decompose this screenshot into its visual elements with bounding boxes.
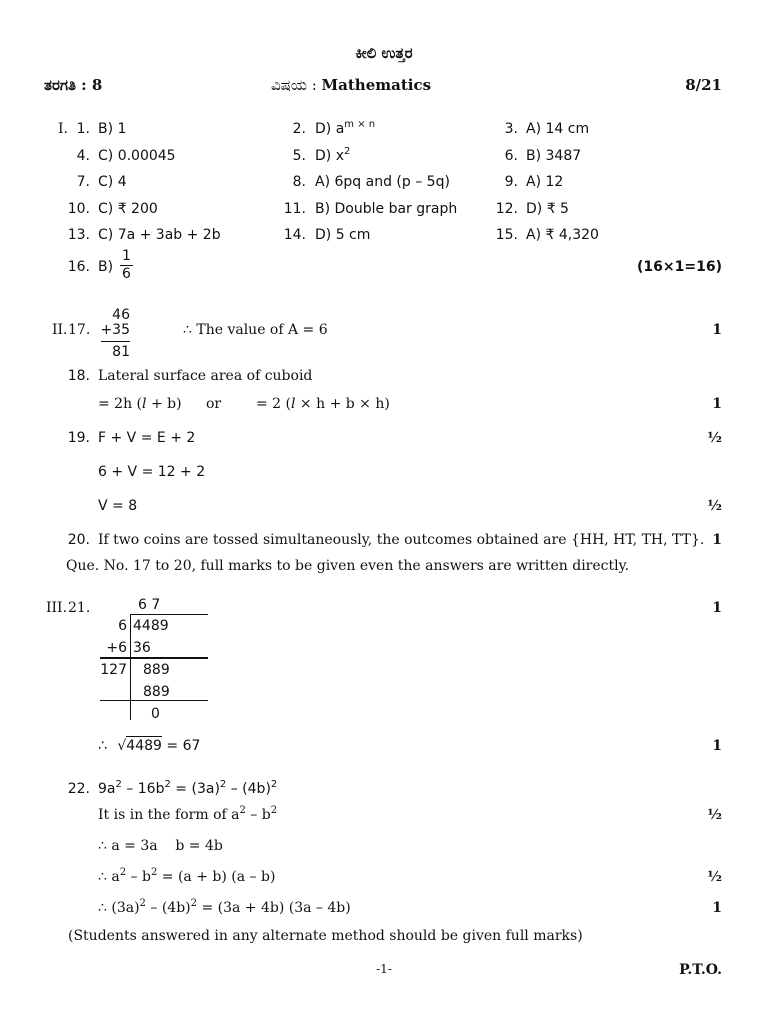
evaluation-note: (Students answered in any alternate method should be given full marks) [68, 928, 583, 944]
subject-prefix: ವಿಷಯ : [271, 76, 322, 94]
subject-name: Mathematics [321, 76, 432, 94]
equation: ∴ $a^2 - b^2 = (a + b)$ (a – b) [98, 867, 276, 885]
answer: C) 4 [98, 174, 127, 190]
paper-code: 8/21 [685, 76, 722, 94]
answer: C) 7a + 3ab + 2b [98, 227, 221, 243]
question-number: 4. [76, 148, 90, 164]
exponent: 2 [343, 146, 351, 157]
section-numeral: I. [58, 121, 68, 137]
answer: B) 1 [98, 121, 127, 137]
question-number: 10. [67, 201, 90, 217]
question-number: 16. [67, 259, 90, 275]
division-bracket [130, 614, 131, 720]
division-rule [100, 700, 208, 701]
answer-line: If two coins are tossed simultaneously, the outcomes obtained are {HH, HT, TH, TT}. [98, 532, 705, 548]
question-number: 18. [67, 368, 90, 384]
answer: B) [98, 259, 114, 275]
question-number: 8. [292, 174, 306, 190]
question-number: 15. [495, 227, 518, 243]
answer: D) $a^{m \times n}$ [315, 119, 376, 137]
quotient: 6 7 [138, 597, 161, 613]
question-number: 21. [68, 600, 91, 616]
question-number: 5. [292, 148, 306, 164]
answer: D) ₹ 5 [526, 201, 569, 217]
equation: F + V = E + 2 [98, 430, 196, 446]
equation: V = 8 [98, 498, 138, 514]
dividend: 4489 [133, 618, 169, 634]
mark: 1 [712, 322, 722, 338]
answer: C) ₹ 200 [98, 201, 158, 217]
exponent: m × n [344, 119, 376, 130]
radicand: 4489 [126, 738, 162, 754]
question-number: 12. [495, 201, 518, 217]
question-number: 7. [76, 174, 90, 190]
answer: D) $x^2$ [315, 146, 351, 164]
question-number: 3. [504, 121, 518, 137]
evaluation-note: Que. No. 17 to 20, full marks to be given even the answers are written directly. [66, 558, 630, 574]
mark: 1 [712, 396, 722, 412]
answer: A) 6pq and (p – 5q) [315, 174, 450, 190]
mark: 1 [712, 600, 722, 616]
subtrahend: 889 [143, 684, 170, 700]
divisor: 127 [100, 662, 127, 678]
answer: ∴ The value of A = 6 [183, 322, 328, 338]
mark: 1 [712, 900, 722, 916]
divisor-addend: +6 [106, 640, 127, 656]
answer: A) 12 [526, 174, 564, 190]
answer: B) Double bar graph [315, 201, 458, 217]
equation: ∴ $(3a)^2 - (4b)^2 = (3a + 4b)$ (3a – 4b) [98, 898, 351, 916]
page-number: -1- [376, 962, 392, 976]
answer: A) ₹ 4,320 [526, 227, 599, 243]
mark: ½ [707, 430, 722, 446]
or-text: or [206, 396, 222, 412]
page-title: ಕೀಲಿ ಉತ್ತರ [355, 44, 413, 62]
question-number: 22. [67, 781, 90, 797]
addition-result: 81 [112, 344, 130, 360]
sqrt-result: ∴ √4489 = 67 [98, 738, 201, 754]
subject-line [271, 76, 431, 94]
mark: ½ [707, 498, 722, 514]
subtrahend: 36 [133, 640, 151, 656]
addition-middle: +35 [100, 322, 130, 338]
formula: = 2h (l + b) [98, 396, 182, 412]
section-numeral: II. [52, 322, 68, 338]
question-number: 11. [283, 201, 306, 217]
answer-line: Lateral surface area of cuboid [98, 368, 313, 384]
mark: 1 [712, 532, 722, 548]
question-number: 13. [67, 227, 90, 243]
section-numeral: III. [46, 600, 68, 616]
answer: B) 3487 [526, 148, 582, 164]
question-number: 14. [283, 227, 306, 243]
formula: = 2 (l × h + b × h) [256, 396, 390, 412]
question-number: 1. [76, 121, 90, 137]
mark: ½ [707, 869, 722, 885]
remainder: 0 [151, 706, 160, 722]
remainder: 889 [143, 662, 170, 678]
answer: D) 5 cm [315, 227, 371, 243]
question-number: 2. [292, 121, 306, 137]
answer-line: It is in the form of $a^2 - b^2$ [98, 805, 278, 823]
mark: 1 [712, 738, 722, 754]
class-label: ತರಗತಿ : 8 [44, 76, 103, 94]
question-number: 17. [68, 322, 91, 338]
answer: A) 14 cm [526, 121, 590, 137]
divisor: 6 [118, 618, 127, 634]
equation: 6 + V = 12 + 2 [98, 464, 206, 480]
question-number: 20. [67, 532, 90, 548]
question-number: 19. [67, 430, 90, 446]
page-turn-note: P.T.O. [679, 962, 722, 978]
addition-top: 46 [112, 307, 130, 323]
addition-rule [101, 341, 130, 342]
division-bar [130, 614, 208, 615]
answer: C) 0.00045 [98, 148, 176, 164]
equation: $9a^2 - 16b^2 = (3a)^2 - (4b)^2$ [98, 779, 278, 797]
equation: ∴ a = 3a b = 4b [98, 838, 223, 854]
question-number: 6. [504, 148, 518, 164]
fraction: $\frac{1}{6}$ [122, 248, 131, 282]
question-number: 9. [504, 174, 518, 190]
mark: ½ [707, 807, 722, 823]
division-rule [100, 657, 208, 659]
section-total: (16×1=16) [637, 259, 722, 275]
